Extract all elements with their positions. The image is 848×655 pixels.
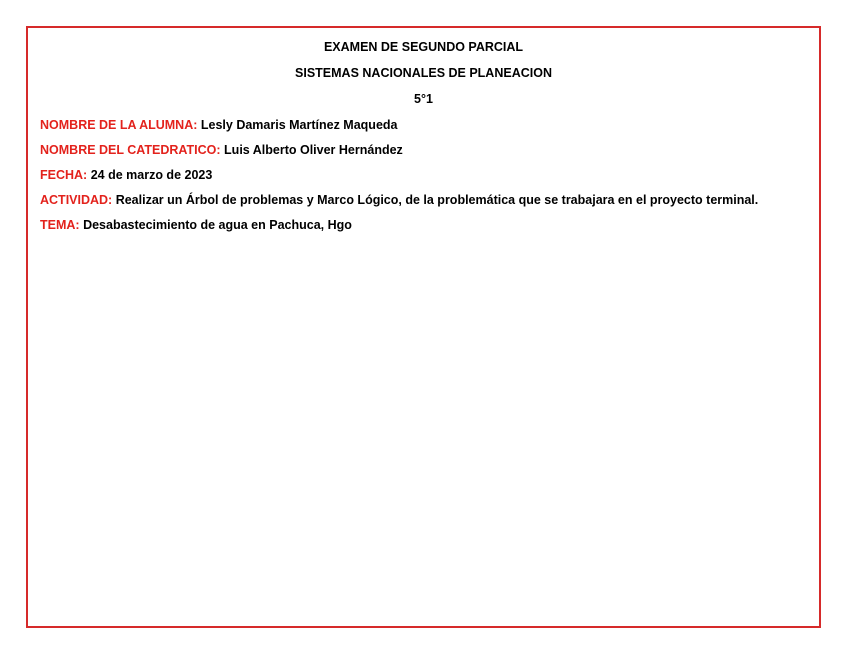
- student-value: Lesly Damaris Martínez Maqueda: [200, 118, 398, 132]
- document-content: [40, 40, 807, 243]
- student-label: NOMBRE DE LA ALUMNA:: [40, 118, 198, 132]
- student-field: [40, 118, 807, 133]
- teacher-value: Luis Alberto Oliver Hernández: [224, 143, 403, 157]
- teacher-label: NOMBRE DEL CATEDRATICO:: [40, 143, 221, 157]
- topic-field: [40, 218, 807, 233]
- exam-title: EXAMEN DE SEGUNDO PARCIAL: [323, 40, 524, 54]
- date-field: [40, 168, 807, 183]
- page-frame: [26, 26, 821, 628]
- topic-value: Desabastecimiento de agua en Pachuca, Hgo: [83, 218, 352, 232]
- teacher-field: [40, 143, 807, 158]
- subject-title: SISTEMAS NACIONALES DE PLANEACION: [295, 66, 552, 80]
- date-value: 24 de marzo de 2023: [90, 168, 213, 182]
- activity-field: [40, 193, 807, 208]
- topic-label: TEMA:: [40, 218, 80, 232]
- activity-value: Realizar un Árbol de problemas y Marco Lógico, de la problemática que se trabajara en el proyecto terminal.: [115, 193, 759, 207]
- group-label: 5°1: [414, 92, 433, 106]
- date-label: FECHA:: [40, 168, 88, 182]
- activity-label: ACTIVIDAD:: [40, 193, 113, 207]
